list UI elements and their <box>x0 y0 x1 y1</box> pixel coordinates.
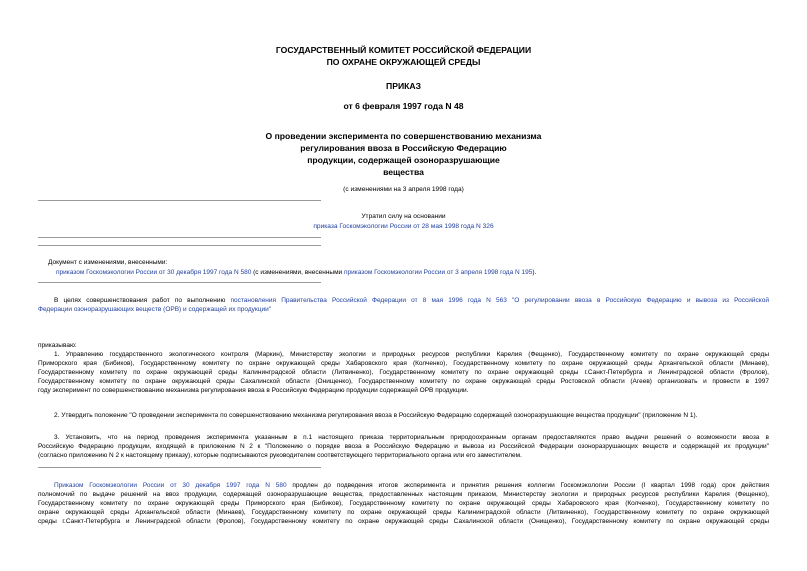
title-line-1: О проведении эксперимента по совершенствованию механизма <box>265 131 542 141</box>
amendments-intro-text: Документ с изменениями, внесенными: <box>48 259 168 266</box>
agency-line-1: ГОСУДАРСТВЕННЫЙ КОМИТЕТ РОССИЙСКОЙ ФЕДЕРАЦИИ <box>275 45 532 55</box>
amendment-link-580[interactable]: приказом Госкомэкологии России от 30 декабря 1997 года N 580 <box>56 269 252 276</box>
amendments-intro <box>48 258 608 267</box>
order-580-link[interactable]: Приказом Госкомэкологии России от 30 декабря 1997 года N 580 <box>54 482 287 489</box>
order-word: приказываю: <box>38 342 77 349</box>
separator-rule <box>38 467 321 468</box>
lost-force-text: Утратил силу на основании <box>361 213 446 220</box>
lost-force-link[interactable]: приказа Госкомэкологии России от 28 мая 1998 года N 326 <box>313 223 494 230</box>
document-date-number: от 6 февраля 1997 года N 48 <box>343 101 464 111</box>
title-line-4: вещества <box>383 167 424 177</box>
document-type: ПРИКАЗ <box>386 81 421 91</box>
order-item-2: 2. Утвердить положение "О проведении эксперимента по совершенствованию механизма регулирования ввоза в Российскую Федерацию содержащей озоноразрушающие вещества продукции" (приложение N 1). <box>54 412 698 419</box>
title-line-2: регулирования ввоза в Российскую Федерацию <box>300 143 507 153</box>
title-line-3: продукции, содержащей озоноразрушающие <box>307 155 500 165</box>
changes-note: (с изменениями на 3 апреля 1998 года) <box>343 186 464 193</box>
government-decree-link-cont[interactable]: Федерации озоноразрушающих веществ (ОРВ) и содержащей их продукции" <box>38 306 272 314</box>
agency-line-2: ПО ОХРАНЕ ОКРУЖАЮЩЕЙ СРЕДЫ <box>326 57 481 67</box>
government-decree-link[interactable]: постановления Правительства Российской Федерации от 8 мая 1996 года N 563 "О регулировании ввоза в Российскую Федерацию и вывоза из Российской <box>230 297 769 304</box>
separator-rule <box>38 282 321 283</box>
separator-rule <box>38 245 321 246</box>
separator-rule <box>38 237 321 238</box>
amendment-note-paragraph: Приказом Госкомэкологии России от 30 декабря 1997 года N 580 продлен до подведения итогов эксперимента и принятия решения коллегии Госкомэкологии России (I квартал 1998 года) срок действия полномочий по выдаче решений на ввоз продукции, содержащей озоноразрушающие вещества, предоставленных настоящим приказом, Министерству экологии и природных ресурсов республики Карелия (Фещенко), Государственному комитету по охране окружающей среды Приморского края (Бибиков), Государственному комитету по охране окружающей среды Хабаровского края (Колченко), Государственному комитету по охране окружающей среды Архангельской области (Минаев), Государственному комитету по охране окружающей среды Калининградской области (Литвиненко), Государственному комитету по охране окружающей среды г.Санкт-Петербурга и Ленинградской области (Фролов), Государственному комитету по охране окружающей среды Сахалинской области (Онищенко), Государственному комитету по охране окружающей среды <box>38 482 769 526</box>
separator-rule <box>38 200 321 201</box>
order-item-3: 3. Установить, что на период проведения эксперимента указанным в п.1 настоящего приказа территориальным природоохранным органам предоставляются право выдачи решений о возможности ввоза в Российскую Федерацию продукции, входящей в приложение N 2 к "Положению о порядке ввоза в Российскую Федерацию и вывоза из Российской Федерации озоноразрушающих веществ и содержащей их продукции" (согласно приложению N 2 к настоящему приказу), которые подписываются руководителем соответствующего территориального органа или его заместителем. <box>38 434 769 460</box>
order-item-1: 1. Управлению государственного экологического контроля (Маркин), Министерству экологии и природных ресурсов республики Карелия (Фещенко), Государственному комитету по охране окружающей среды Приморского края (Бибиков), Государственному комитету по охране окружающей среды Хабаровского края (Колченко), Государственному комитету по охране окружающей среды Архангельской области (Минаев), Государственному комитету по охране окружающей среды Калининградской области (Литвиненко), Государственному комитету по охране окружающей среды г.Санкт-Петербурга и Ленинградской области (Фролов), Государственному комитету по охране окружающей среды Сахалинской области (Онищенко), Государственному комитету по охране окружающей среды Ростовской области (Агеев) организовать и провести в 1997 году эксперимент по совершенствованию механизма регулирования ввоза в Российскую Федерацию продукции содержащей ОРВ продукции. <box>38 351 769 395</box>
amendments-list: приказом Госкомэкологии России от 30 декабря 1997 года N 580 (с изменениями, внесенными приказом Госкомэкологии России от 3 апреля 1998 года N 195). <box>56 269 537 276</box>
amendment-link-195[interactable]: приказом Госкомэкологии России от 3 апреля 1998 года N 195 <box>344 269 533 276</box>
preamble-paragraph: В целях совершенствования работ по выполнению постановления Правительства Российской Федерации от 8 мая 1996 года N 563 "О регулировании ввоза в Российскую Федерацию и вывоза из Российской Федерации озоноразрушающих веществ (ОРВ) и содержащей их продукции" <box>38 297 769 314</box>
